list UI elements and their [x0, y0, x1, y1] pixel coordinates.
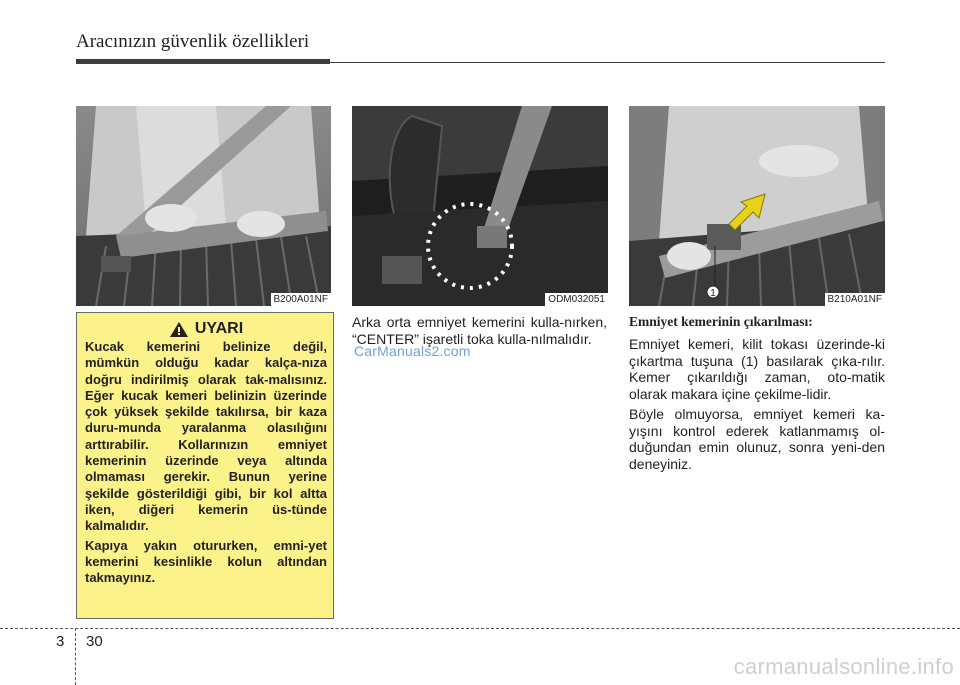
warning-paragraph: Kapıya yakın otururken, emni-yet kemerini kesinlikle kolun altından takmayınız. [85, 537, 327, 586]
footer-watermark: carmanualsonline.info [733, 654, 954, 679]
figure-code: B210A01NF [825, 293, 885, 306]
figure-code: B200A01NF [271, 293, 331, 306]
page-number: 30 [86, 633, 103, 650]
header-rule-thin [330, 62, 885, 63]
belt-removal-section [629, 314, 885, 476]
section-paragraph: Emniyet kemeri, kilit tokası üzerinde-ki çıkartma tuşuna (1) basılarak çıka-rılır. Kemer çıkarıldığı zaman, oto-matik olarak makara içine çekilme-lidir. [629, 336, 885, 402]
figure-center-buckle [352, 106, 608, 306]
footer-rule [0, 628, 960, 629]
warning-triangle-icon [169, 321, 189, 338]
warning-title: UYARI [194, 320, 244, 338]
section-paragraph: Böyle olmuyorsa, emniyet kemeri ka-yışını kontrol ederek katlanmamış ol-duğundan emin olunuz, sonra yeni-den deneyiniz. [629, 406, 885, 472]
warning-paragraph: Kucak kemerini belinize değil, mümkün olduğu kadar kalça-nıza doğru indirilmiş olarak tak-malısınız. Eğer kucak kemeri belinizin üzerinde çok yüksek şekilde takılırsa, bir kaza duru-munda yaralanma olasılığını arttırabilir. Kollarınızın emniyet kemerinin üzerinde veya altında olmaması gerekir. Bunun yerine şekilde gösterildiği gibi, bir kol altta iken, diğeri kemerin üs-tünde kalmalıdır. [85, 339, 327, 534]
callout-number: 1 [710, 288, 716, 299]
warning-header [85, 321, 327, 338]
figure-code: ODM032051 [545, 293, 608, 306]
figure-belt-removal [629, 106, 885, 306]
center-buckle-text: Arka orta emniyet kemerini kulla-nırken, “CENTER” işaretli toka kulla-nılmalıdır. [352, 314, 607, 347]
watermark-link[interactable]: CarManuals2.com [354, 343, 471, 359]
warning-box [76, 312, 334, 619]
footer-divider [75, 628, 76, 685]
header-rule-thick [76, 59, 330, 64]
figure-lap-belt [76, 106, 331, 306]
page-header-title: Aracınızın güvenlik özellikleri [76, 31, 310, 52]
section-number: 3 [56, 633, 65, 650]
section-heading: Emniyet kemerinin çıkarılması: [629, 314, 813, 329]
